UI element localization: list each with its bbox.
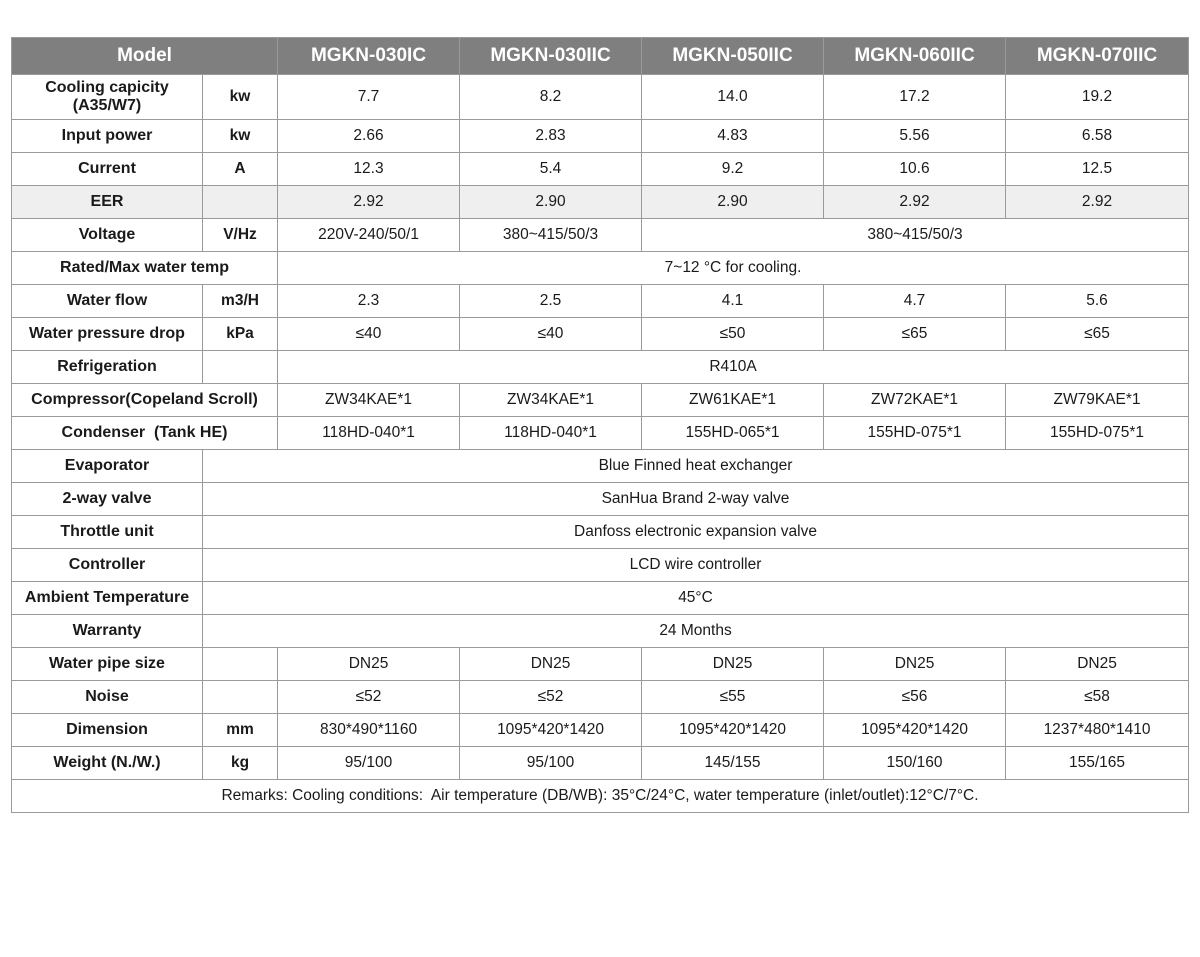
model-header: Model — [12, 38, 278, 75]
table-cell: DN25 — [278, 648, 460, 681]
table-cell: ZW61KAE*1 — [642, 384, 824, 417]
row-label: Rated/Max water temp — [12, 252, 278, 285]
table-row-valve — [12, 483, 1189, 516]
row-label — [12, 75, 203, 120]
model-header-4: MGKN-060IIC — [824, 38, 1006, 75]
table-cell: 10.6 — [824, 153, 1006, 186]
table-cell-merged: 7~12 °C for cooling. — [278, 252, 1189, 285]
table-cell: 2.90 — [642, 186, 824, 219]
table-row-controller — [12, 549, 1189, 582]
row-label: Dimension — [12, 714, 203, 747]
table-cell: 4.1 — [642, 285, 824, 318]
row-unit: kPa — [203, 318, 278, 351]
table-cell: 5.56 — [824, 120, 1006, 153]
table-cell: 155/165 — [1006, 747, 1189, 780]
table-cell: 2.92 — [1006, 186, 1189, 219]
row-label: Input power — [12, 120, 203, 153]
table-cell: ≤65 — [824, 318, 1006, 351]
table-cell: 14.0 — [642, 75, 824, 120]
header-row — [12, 38, 1189, 75]
model-header-2: MGKN-030IIC — [460, 38, 642, 75]
row-label: Ambient Temperature — [12, 582, 203, 615]
table-cell: ≤52 — [460, 681, 642, 714]
table-cell: ≤65 — [1006, 318, 1189, 351]
table-cell-merged: R410A — [278, 351, 1189, 384]
row-unit — [203, 681, 278, 714]
table-cell: 4.83 — [642, 120, 824, 153]
table-row-noise — [12, 681, 1189, 714]
row-unit: V/Hz — [203, 219, 278, 252]
row-unit — [203, 648, 278, 681]
row-unit — [203, 186, 278, 219]
table-row-pressure-drop — [12, 318, 1189, 351]
table-cell-merged: LCD wire controller — [203, 549, 1189, 582]
model-header-5: MGKN-070IIC — [1006, 38, 1189, 75]
table-cell: 4.7 — [824, 285, 1006, 318]
table-cell-merged: 380~415/50/3 — [642, 219, 1189, 252]
table-row-current — [12, 153, 1189, 186]
table-cell: 2.83 — [460, 120, 642, 153]
table-cell: ≤58 — [1006, 681, 1189, 714]
row-unit: mm — [203, 714, 278, 747]
table-cell: ≤52 — [278, 681, 460, 714]
table-cell: 155HD-075*1 — [1006, 417, 1189, 450]
table-cell: 118HD-040*1 — [460, 417, 642, 450]
table-cell: 145/155 — [642, 747, 824, 780]
table-cell: 12.3 — [278, 153, 460, 186]
table-cell-merged: Blue Finned heat exchanger — [203, 450, 1189, 483]
row-unit — [203, 351, 278, 384]
table-cell: 95/100 — [278, 747, 460, 780]
row-label-line: (A35/W7) — [72, 97, 142, 114]
table-row-compressor — [12, 384, 1189, 417]
row-label: Controller — [12, 549, 203, 582]
row-label: Evaporator — [12, 450, 203, 483]
row-label: Water flow — [12, 285, 203, 318]
table-cell: 2.3 — [278, 285, 460, 318]
table-cell: 6.58 — [1006, 120, 1189, 153]
table-cell: 19.2 — [1006, 75, 1189, 120]
row-label: Compressor(Copeland Scroll) — [12, 384, 278, 417]
table-row-weight — [12, 747, 1189, 780]
table-cell-merged: 24 Months — [203, 615, 1189, 648]
table-cell: ≤55 — [642, 681, 824, 714]
table-cell: 830*490*1160 — [278, 714, 460, 747]
table-cell-merged: SanHua Brand 2-way valve — [203, 483, 1189, 516]
row-unit: m3/H — [203, 285, 278, 318]
row-label: Current — [12, 153, 203, 186]
table-row-eer — [12, 186, 1189, 219]
row-label: Refrigeration — [12, 351, 203, 384]
spec-table — [11, 37, 1189, 813]
table-cell: ≤40 — [278, 318, 460, 351]
table-cell: 155HD-065*1 — [642, 417, 824, 450]
table-cell: 1095*420*1420 — [824, 714, 1006, 747]
table-cell: ≤56 — [824, 681, 1006, 714]
table-cell-merged: Danfoss electronic expansion valve — [203, 516, 1189, 549]
row-label-line: Cooling capicity — [45, 79, 169, 96]
table-cell: 2.5 — [460, 285, 642, 318]
table-cell: 155HD-075*1 — [824, 417, 1006, 450]
table-row-dimension — [12, 714, 1189, 747]
row-unit: kg — [203, 747, 278, 780]
table-row-evaporator — [12, 450, 1189, 483]
row-label: Voltage — [12, 219, 203, 252]
table-row-water-temp — [12, 252, 1189, 285]
table-cell: DN25 — [824, 648, 1006, 681]
table-cell: 1095*420*1420 — [460, 714, 642, 747]
table-cell: ≤50 — [642, 318, 824, 351]
table-row-refrigeration — [12, 351, 1189, 384]
table-cell: 380~415/50/3 — [460, 219, 642, 252]
table-row-voltage — [12, 219, 1189, 252]
table-cell: DN25 — [642, 648, 824, 681]
row-label: 2-way valve — [12, 483, 203, 516]
table-cell: 2.66 — [278, 120, 460, 153]
table-row-ambient — [12, 582, 1189, 615]
table-cell: 95/100 — [460, 747, 642, 780]
table-cell: ZW79KAE*1 — [1006, 384, 1189, 417]
table-cell: DN25 — [1006, 648, 1189, 681]
table-cell: ≤40 — [460, 318, 642, 351]
remarks-text: Remarks: Cooling conditions: Air temperature (DB/WB): 35°C/24°C, water temperature (inlet/outlet):12°C/7°C. — [12, 780, 1189, 813]
table-cell: 220V-240/50/1 — [278, 219, 460, 252]
table-cell: 7.7 — [278, 75, 460, 120]
row-label: Water pipe size — [12, 648, 203, 681]
table-cell: 2.92 — [824, 186, 1006, 219]
table-cell: 2.92 — [278, 186, 460, 219]
table-cell: ZW72KAE*1 — [824, 384, 1006, 417]
table-row-pipe-size — [12, 648, 1189, 681]
row-unit: kw — [203, 120, 278, 153]
row-unit: A — [203, 153, 278, 186]
table-cell: 150/160 — [824, 747, 1006, 780]
table-row-remarks — [12, 780, 1189, 813]
table-cell: ZW34KAE*1 — [278, 384, 460, 417]
row-label: Noise — [12, 681, 203, 714]
table-cell: 17.2 — [824, 75, 1006, 120]
table-cell: 5.4 — [460, 153, 642, 186]
table-row-water-flow — [12, 285, 1189, 318]
row-label: Warranty — [12, 615, 203, 648]
row-label: Weight (N./W.) — [12, 747, 203, 780]
row-label: Condenser (Tank HE) — [12, 417, 278, 450]
table-row-throttle — [12, 516, 1189, 549]
table-cell: 8.2 — [460, 75, 642, 120]
table-cell: 1237*480*1410 — [1006, 714, 1189, 747]
row-unit: kw — [203, 75, 278, 120]
table-cell: 9.2 — [642, 153, 824, 186]
table-cell: 2.90 — [460, 186, 642, 219]
table-cell: 1095*420*1420 — [642, 714, 824, 747]
model-header-3: MGKN-050IIC — [642, 38, 824, 75]
row-label: Throttle unit — [12, 516, 203, 549]
table-cell: ZW34KAE*1 — [460, 384, 642, 417]
table-cell: 12.5 — [1006, 153, 1189, 186]
table-row-condenser — [12, 417, 1189, 450]
table-row-input-power — [12, 120, 1189, 153]
row-label: Water pressure drop — [12, 318, 203, 351]
row-label: EER — [12, 186, 203, 219]
table-cell-merged: 45°C — [203, 582, 1189, 615]
table-row-cooling-capacity — [12, 75, 1189, 120]
table-cell: DN25 — [460, 648, 642, 681]
table-row-warranty — [12, 615, 1189, 648]
table-cell: 5.6 — [1006, 285, 1189, 318]
table-cell: 118HD-040*1 — [278, 417, 460, 450]
model-header-1: MGKN-030IC — [278, 38, 460, 75]
